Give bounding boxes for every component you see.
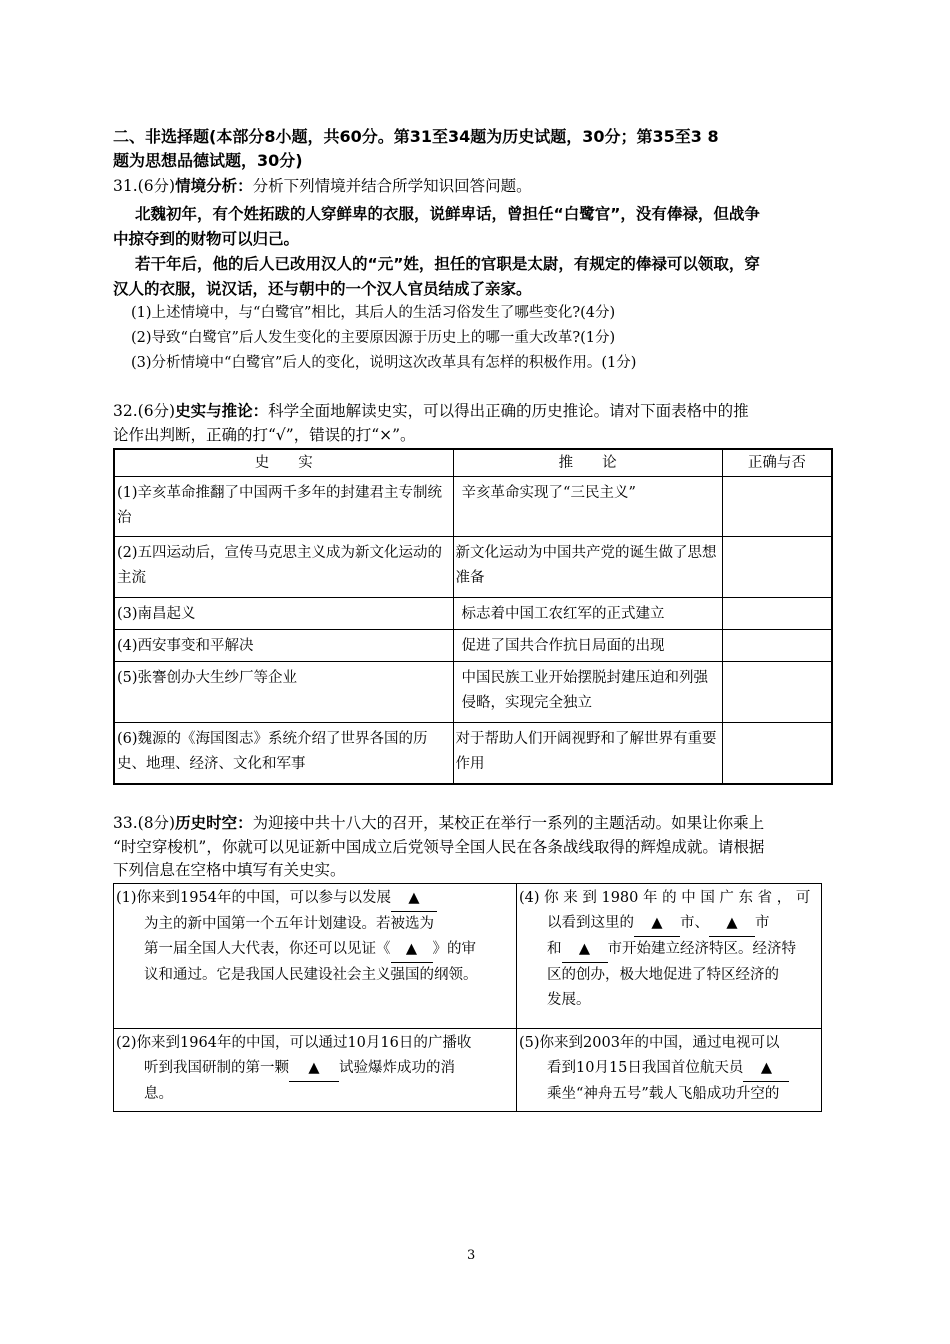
fact-cell: (1)辛亥革命推翻了中国两千多年的封建君主专制统治 xyxy=(114,477,453,537)
q31-para1-line2: 中掠夺到的财物可以归己。 xyxy=(113,230,300,248)
answer-blank[interactable]: ▲ xyxy=(709,911,755,937)
q31-type: 情境分析： xyxy=(175,177,253,195)
judge-cell[interactable] xyxy=(722,598,832,630)
inference-cell: 标志着中国工农红军的正式建立 xyxy=(453,598,722,630)
inference-cell: 对于帮助人们开阔视野和了解世界有重要作用 xyxy=(453,723,722,784)
answer-blank[interactable]: ▲ xyxy=(634,911,680,937)
inference-cell: 中国民族工业开始摆脱封建压迫和列强侵略，实现完全独立 xyxy=(453,662,722,723)
q32-instruction-line1: 科学全面地解读史实，可以得出正确的历史推论。请对下面表格中的推 xyxy=(268,402,749,420)
q33-instruction-line2: “时空穿梭机”，你就可以见证新中国成立后党领导全国人民在各条战线取得的辉煌成就。请根据 xyxy=(113,838,765,856)
inference-cell: 促进了国共合作抗日局面的出现 xyxy=(453,630,722,662)
q33-instruction-line3: 下列信息在空格中填写有关史实。 xyxy=(113,861,346,879)
judge-cell[interactable] xyxy=(722,723,832,784)
q31-instruction: 分析下列情境并结合所学知识回答问题。 xyxy=(252,177,532,195)
q31-para2-line1: 若干年后，他的后人已改用汉人的“元”姓，担任的官职是太尉，有规定的俸禄可以领取，穿 xyxy=(135,255,760,273)
table-row xyxy=(114,884,822,1029)
q33-instruction-line1: 为迎接中共十八大的召开，某校正在举行一系列的主题活动。如果让你乘上 xyxy=(252,814,765,832)
table-row xyxy=(114,598,832,630)
q33-type: 历史时空： xyxy=(175,814,253,832)
fact-cell: (4)西安事变和平解决 xyxy=(114,630,453,662)
page-number: 3 xyxy=(467,1248,476,1263)
q31-para2-line2: 汉人的衣服，说汉话，还与朝中的一个汉人官员结成了亲家。 xyxy=(113,280,532,298)
header-fact: 史 实 xyxy=(114,449,453,477)
judge-cell[interactable] xyxy=(722,477,832,537)
table-header-row xyxy=(114,449,832,477)
q33-cell-1: (1)你来到1954年的中国，可以参与以发展 ▲ 为主的新中国第一个五年计划建设。若被选为 第一届全国人大代表，你还可以见证《 ▲ 》的审 议和通过。它是我国人民建设社会主义强国的纲领。 xyxy=(114,884,517,1029)
q31-sub1: (1)上述情境中，与“白鹭官”相比，其后人的生活习俗发生了哪些变化?(4分) xyxy=(131,305,616,321)
q32-header xyxy=(113,400,749,422)
q31-para1-line1: 北魏初年，有个姓拓跋的人穿鲜卑的衣服，说鲜卑话，曾担任“白鹭官”，没有俸禄，但战争 xyxy=(135,205,760,223)
judge-cell[interactable] xyxy=(722,630,832,662)
fact-cell: (2)五四运动后，宣传马克思主义成为新文化运动的主流 xyxy=(114,537,453,598)
header-judge: 正确与否 xyxy=(722,449,832,477)
answer-blank[interactable]: ▲ xyxy=(562,937,608,963)
q32-type: 史实与推论： xyxy=(175,402,269,420)
table-row xyxy=(114,723,832,784)
q33-cell-2: (2)你来到1964年的中国，可以通过10月16日的广播收 听到我国研制的第一颗 ▲ 试验爆炸成功的消 息。 xyxy=(114,1029,517,1112)
fact-cell: (6)魏源的《海国图志》系统介绍了世界各国的历史、地理、经济、文化和军事 xyxy=(114,723,453,784)
table-row xyxy=(114,662,832,723)
q33-table xyxy=(113,883,822,1112)
section-heading-line2: 题为思想品德试题，30分) xyxy=(113,151,303,170)
answer-blank[interactable]: ▲ xyxy=(289,1056,339,1082)
inference-cell: 新文化运动为中国共产党的诞生做了思想准备 xyxy=(453,537,722,598)
fact-cell: (5)张謇创办大生纱厂等企业 xyxy=(114,662,453,723)
judge-cell[interactable] xyxy=(722,537,832,598)
table-row xyxy=(114,630,832,662)
section-heading-line1: 二、非选择题(本部分8小题，共60分。第31至34题为历史试题，30分；第35至3 8 xyxy=(113,127,719,146)
q31-header xyxy=(113,175,532,197)
header-inference: 推 论 xyxy=(453,449,722,477)
q33-cell-5: (5)你来到2003年的中国，通过电视可以 看到10月15日我国首位航天员 ▲ 乘坐“神舟五号”载人飞船成功升空的 xyxy=(517,1029,822,1112)
q32-number: 32.(6分) xyxy=(113,402,176,420)
q33-header xyxy=(113,812,764,834)
q31-sub2: (2)导致“白鹭官”后人发生变化的主要原因源于历史上的哪一重大改革?(1分) xyxy=(131,330,616,346)
answer-blank[interactable]: ▲ xyxy=(391,886,437,912)
q33-number: 33.(8分) xyxy=(113,814,176,832)
table-row xyxy=(114,1029,822,1112)
q31-sub3: (3)分析情境中“白鹭官”后人的变化，说明这次改革具有怎样的积极作用。(1分) xyxy=(131,355,637,371)
table-row xyxy=(114,537,832,598)
q33-cell-4: (4) 你 来 到 1980 年 的 中 国 广 东 省 ， 可 以看到这里的 ▲ 市、 ▲ 市 和 ▲ 市开始建立经济特区。经济特 区的创办，极大地促进了特区经济的 发展。 xyxy=(517,884,822,1029)
judge-cell[interactable] xyxy=(722,662,832,723)
table-row xyxy=(114,477,832,537)
answer-blank[interactable]: ▲ xyxy=(391,937,433,963)
q31-number: 31.(6分) xyxy=(113,177,176,195)
q32-table xyxy=(113,448,833,785)
q32-instruction-line2: 论作出判断，正确的打“√”，错误的打“×”。 xyxy=(113,426,416,444)
fact-cell: (3)南昌起义 xyxy=(114,598,453,630)
answer-blank[interactable]: ▲ xyxy=(743,1056,789,1082)
inference-cell: 辛亥革命实现了“三民主义” xyxy=(453,477,722,537)
